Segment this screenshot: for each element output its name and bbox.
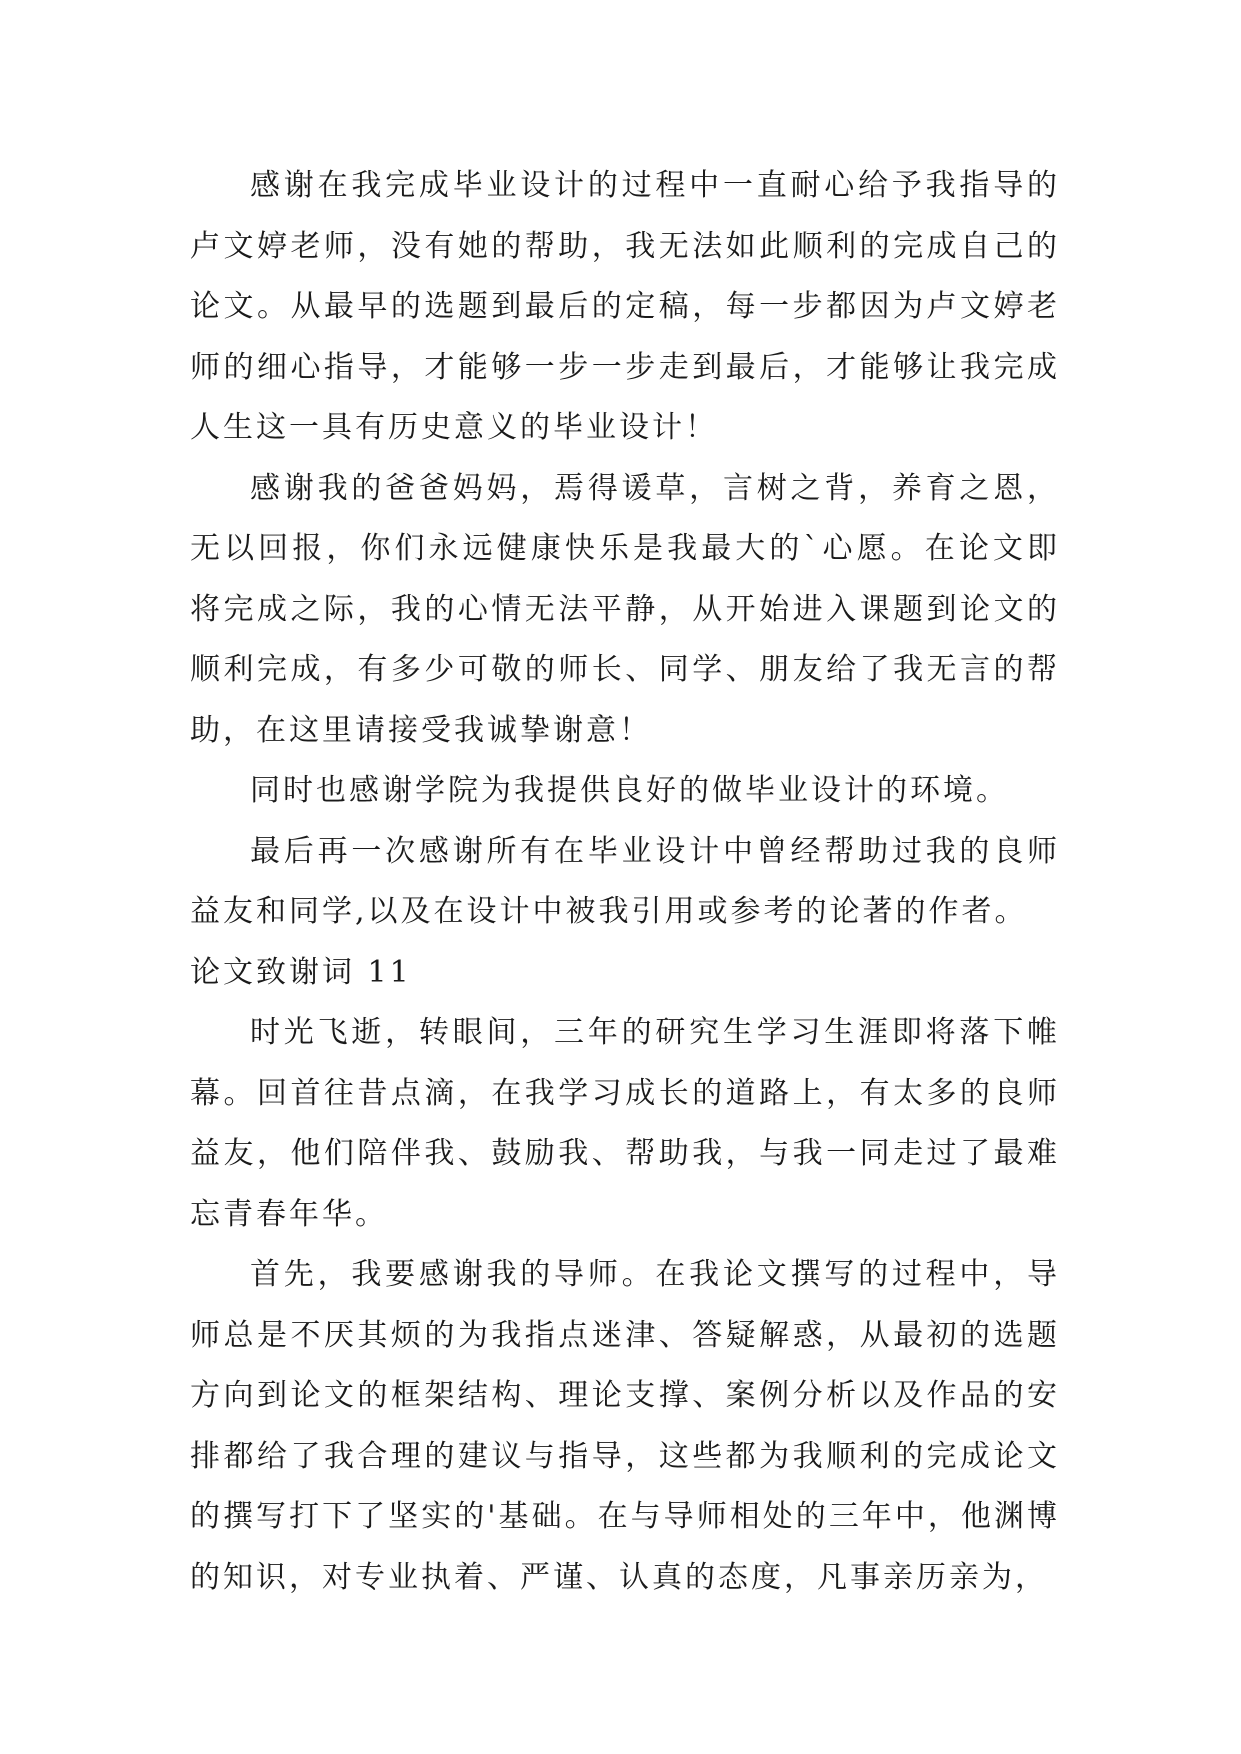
paragraph-thanks-mentor: 首先，我要感谢我的导师。在我论文撰写的过程中，导师总是不厌其烦的为我指点迷津、答疑解惑，从最初的选题方向到论文的框架结构、理论支撑、案例分析以及作品的安排都给了我合理的建议与指导，这些都为我顺利的完成论文的撰写打下了坚实的'基础。在与导师相处的三年中，他渊博的知识，对专业执着、严谨、认真的态度，凡事亲历亲为， (190, 1257, 1060, 1595)
paragraph-thanks-parents: 感谢我的爸爸妈妈，焉得谖草，言树之背，养育之恩，无以回报，你们永远健康快乐是我最大的`心愿。在论文即将完成之际，我的心情无法平静，从开始进入课题到论文的顺利完成，有多少可敬的师长、同学、朋友给了我无言的帮助，在这里请接受我诚挚谢意！ (190, 470, 1060, 748)
paragraph-time-flies: 时光飞逝，转眼间，三年的研究生学习生涯即将落下帷幕。回首往昔点滴，在我学习成长的道路上，有太多的良师益友，他们陪伴我、鼓励我、帮助我，与我一同走过了最难忘青春年华。 (190, 1015, 1060, 1232)
section-heading: 论文致谢词 11 (190, 954, 412, 990)
paragraph-thanks-all: 最后再一次感谢所有在毕业设计中曾经帮助过我的良师益友和同学,以及在设计中被我引用或参考的论著的作者。 (190, 833, 1060, 929)
paragraph-thanks-advisor: 感谢在我完成毕业设计的过程中一直耐心给予我指导的卢文婷老师，没有她的帮助，我无法如此顺利的完成自己的论文。从最早的选题到最后的定稿，每一步都因为卢文婷老师的细心指导，才能够一步一步走到最后，才能够让我完成人生这一具有历史意义的毕业设计！ (190, 168, 1060, 445)
paragraph-thanks-college: 同时也感谢学院为我提供良好的做毕业设计的环境。 (250, 773, 1009, 808)
document-page (190, 156, 1060, 1608)
